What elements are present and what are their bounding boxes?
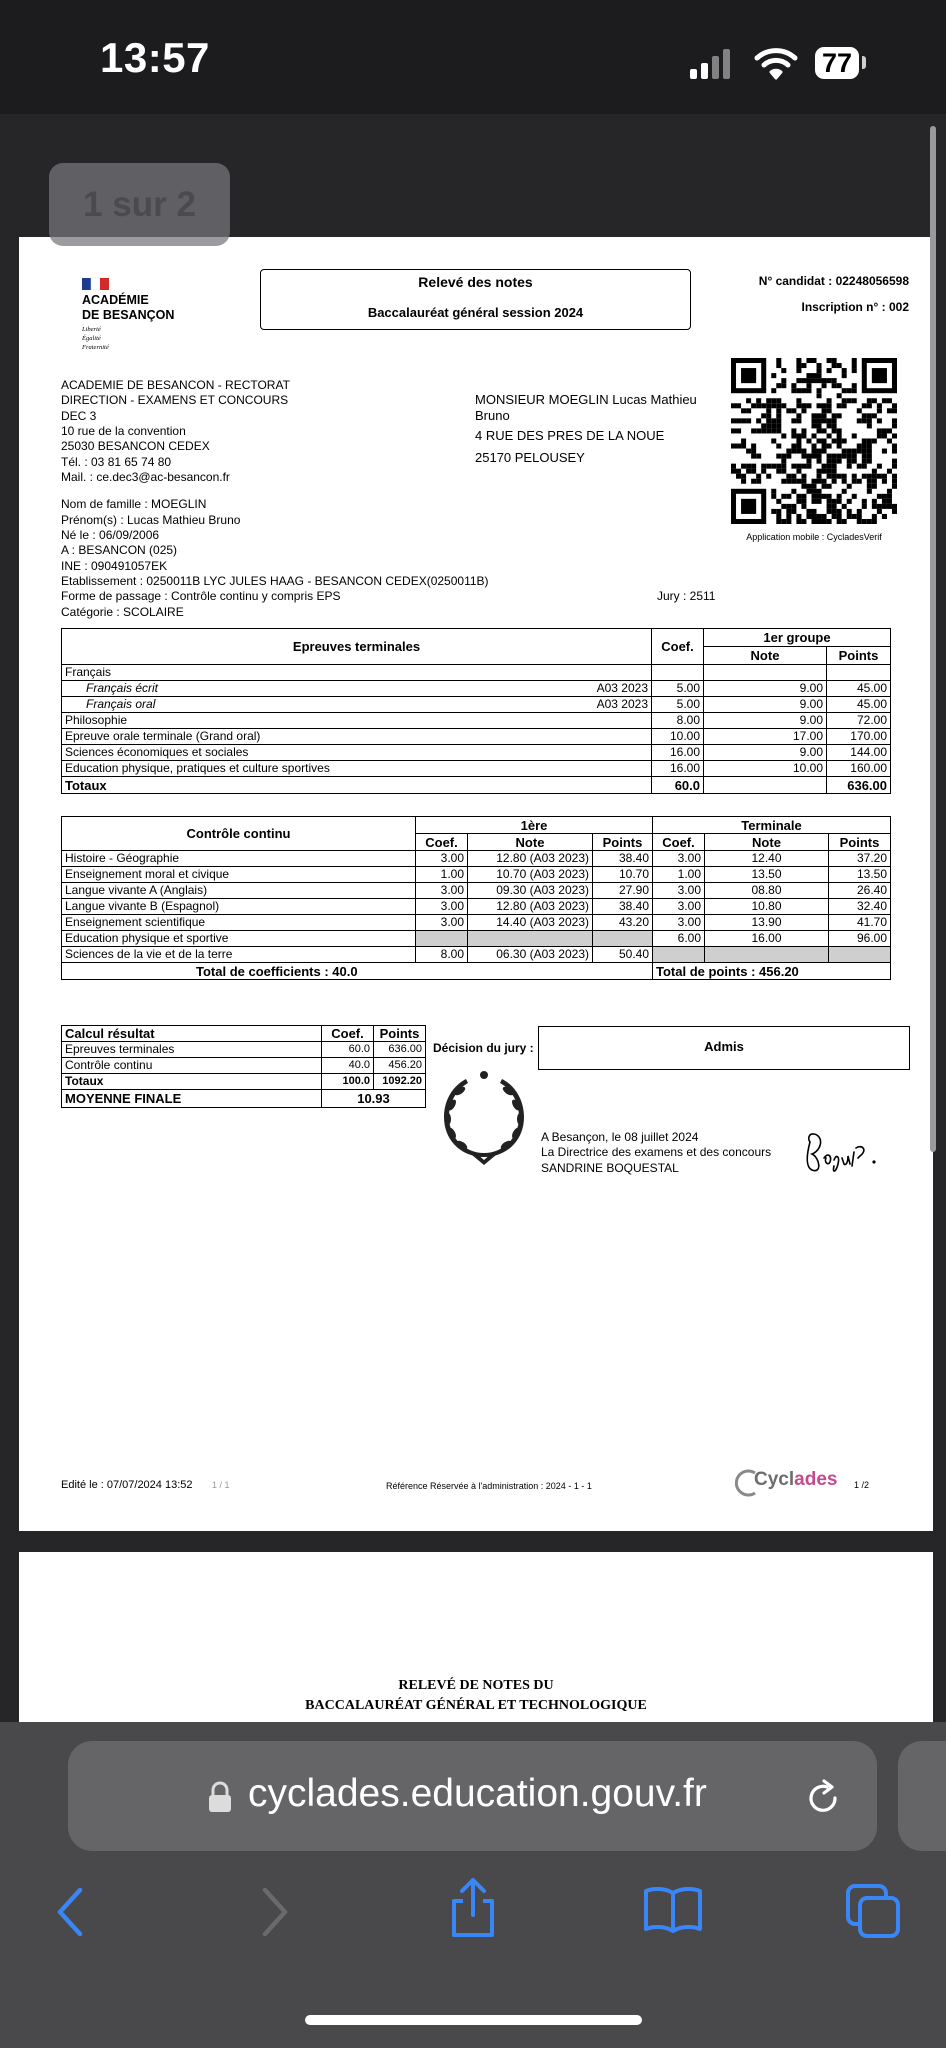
qr-caption: Application mobile : CycladesVerif [746, 532, 882, 542]
note-2-cell: 10.80 [705, 899, 829, 915]
calcul-label: Epreuves terminales [62, 1042, 322, 1058]
note-1-cell: 10.70 (A03 2023) [468, 867, 593, 883]
terminales-row [62, 713, 891, 729]
status-time: 13:57 [100, 34, 210, 81]
footer-edited: Edité le : 07/07/2024 13:52 [61, 1479, 193, 1491]
recipient-line: 25170 PELOUSEY [475, 450, 585, 465]
subject-label: Enseignement moral et civique [62, 867, 416, 883]
subject-cell [62, 761, 652, 777]
continu-row [62, 947, 891, 963]
calcul-coef-header: Coef. [322, 1026, 374, 1042]
battery-icon: 77 [815, 47, 859, 79]
continu-note1-header: Note [468, 834, 593, 851]
coef-cell: 5.00 [652, 681, 704, 697]
candidate-line: Catégorie : SCOLAIRE [61, 605, 184, 619]
continu-points2-header: Points [829, 834, 891, 851]
lock-icon [208, 1781, 232, 1813]
subject-cell [62, 665, 652, 681]
points-2-cell [829, 947, 891, 963]
subject-cell [62, 745, 652, 761]
moyenne-value: 10.93 [322, 1090, 426, 1108]
note-2-cell: 08.80 [705, 883, 829, 899]
points-cell: 160.00 [827, 761, 891, 777]
note-cell: 9.00 [704, 713, 827, 729]
candidate-line: Etablissement : 0250011B LYC JULES HAAG - BESANCON CEDEX(0250011B) [61, 574, 489, 588]
recipient-line: MONSIEUR MOEGLIN Lucas Mathieu [475, 392, 697, 407]
note-2-cell: 12.40 [705, 851, 829, 867]
subject-label: Enseignement scientifique [62, 915, 416, 931]
points-2-cell: 41.70 [829, 915, 891, 931]
calcul-coef: 100.0 [322, 1074, 374, 1090]
note-cell: 9.00 [704, 745, 827, 761]
continu-terminale-header: Terminale [653, 817, 891, 834]
brand-part-2: ades [794, 1469, 838, 1490]
points-cell [827, 665, 891, 681]
points-2-cell: 96.00 [829, 931, 891, 947]
candidate-line: Forme de passage : Contrôle continu y compris EPS [61, 589, 341, 603]
page2-title-1: RELEVÉ DE NOTES DU [398, 1678, 554, 1693]
official-seal-icon [432, 1065, 536, 1169]
subject-label: Histoire - Géographie [62, 851, 416, 867]
continu-points1-header: Points [593, 834, 653, 851]
candidate-line: Nom de famille : MOEGLIN [61, 497, 207, 511]
continu-note2-header: Note [705, 834, 829, 851]
terminales-table [61, 628, 891, 794]
note-1-cell: 12.80 (A03 2023) [468, 899, 593, 915]
subject-label: Langue vivante A (Anglais) [62, 883, 416, 899]
terminales-header: Epreuves terminales [62, 629, 652, 665]
points-cell: 72.00 [827, 713, 891, 729]
registration-number: Inscription n° : 002 [801, 300, 909, 314]
note-2-cell [705, 947, 829, 963]
coef-2-cell: 3.00 [653, 851, 705, 867]
terminales-row [62, 761, 891, 777]
note-1-cell: 06.30 (A03 2023) [468, 947, 593, 963]
subject-label: Français oral [86, 697, 156, 711]
continu-row [62, 899, 891, 915]
calcul-table [61, 1025, 426, 1108]
share-icon[interactable] [446, 1877, 500, 1939]
decision-value: Admis [704, 1039, 744, 1054]
terminales-total-coef: 60.0 [652, 777, 704, 794]
coef-1-cell: 3.00 [416, 899, 468, 915]
subject-label: Français écrit [86, 681, 159, 695]
coef-1-cell [416, 931, 468, 947]
continu-row [62, 851, 891, 867]
signature-line: A Besançon, le 08 juillet 2024 [541, 1130, 699, 1144]
jury-number: Jury : 2511 [657, 589, 716, 603]
note-1-cell [468, 931, 593, 947]
qr-pattern [731, 358, 897, 524]
subject-label: Français [65, 665, 112, 679]
qr-code [731, 358, 897, 524]
subject-label: Langue vivante B (Espagnol) [62, 899, 416, 915]
logo-line-2: DE BESANÇON [82, 308, 175, 322]
coef-2-cell: 1.00 [653, 867, 705, 883]
coef-cell: 16.00 [652, 761, 704, 777]
calcul-label: Totaux [62, 1074, 322, 1090]
terminales-total-label: Totaux [62, 777, 652, 794]
continu-total-points: Total de points : 456.20 [653, 963, 891, 980]
candidate-line: INE : 090491057EK [61, 559, 168, 573]
calcul-points-header: Points [374, 1026, 426, 1042]
forward-icon[interactable] [260, 1887, 290, 1937]
document-title: Relevé des notes [418, 274, 533, 290]
footer-reference: Référence Réservée à l'administration : 2024 - 1 - 1 [386, 1481, 592, 1491]
note-cell: 9.00 [704, 681, 827, 697]
decision-label: Décision du jury : [433, 1041, 534, 1055]
points-2-cell: 13.50 [829, 867, 891, 883]
coef-2-cell: 3.00 [653, 915, 705, 931]
cyclades-brand [754, 1469, 837, 1491]
coef-1-cell: 3.00 [416, 883, 468, 899]
points-2-cell: 37.20 [829, 851, 891, 867]
calcul-row [62, 1074, 426, 1090]
calcul-points: 1092.20 [374, 1074, 426, 1090]
continu-table [61, 816, 891, 980]
continu-row [62, 883, 891, 899]
calcul-header: Calcul résultat [62, 1026, 322, 1042]
points-1-cell: 38.40 [593, 899, 653, 915]
calcul-coef: 60.0 [322, 1042, 374, 1058]
terminales-points-header: Points [827, 647, 891, 665]
coef-1-cell: 1.00 [416, 867, 468, 883]
sender-line: Mail. : ce.dec3@ac-besancon.fr [61, 470, 230, 484]
terminales-total-points: 636.00 [827, 777, 891, 794]
coef-cell: 10.00 [652, 729, 704, 745]
next-tab-preview[interactable] [898, 1741, 946, 1851]
candidate-number: N° candidat : 02248056598 [758, 274, 909, 288]
points-cell: 45.00 [827, 681, 891, 697]
url-text[interactable]: cyclades.education.gouv.fr [248, 1772, 707, 1815]
continu-premiere-header: 1ère [416, 817, 653, 834]
logo-motto-2: Égalité [82, 335, 101, 342]
subject-label: Sciences économiques et sociales [65, 745, 249, 759]
continu-row [62, 867, 891, 883]
continu-row [62, 931, 891, 947]
sender-line: DIRECTION - EXAMENS ET CONCOURS [61, 393, 289, 407]
note-2-cell: 13.50 [705, 867, 829, 883]
terminales-coef-header: Coef. [652, 629, 704, 665]
subject-session: A03 2023 [596, 697, 648, 711]
candidate-line: Né le : 06/09/2006 [61, 528, 160, 542]
calcul-row [62, 1042, 426, 1058]
points-1-cell: 10.70 [593, 867, 653, 883]
footer-page-small: 1 / 1 [212, 1480, 230, 1490]
continu-header: Contrôle continu [62, 817, 416, 851]
subject-label: Education physique et sportive [62, 931, 416, 947]
academie-logo [62, 276, 175, 366]
terminales-row [62, 665, 891, 681]
handwritten-signature [802, 1122, 882, 1177]
note-cell: 17.00 [704, 729, 827, 745]
continu-coef1-header: Coef. [416, 834, 468, 851]
points-cell: 144.00 [827, 745, 891, 761]
page-indicator: 1 sur 2 [49, 163, 230, 246]
points-2-cell: 32.40 [829, 899, 891, 915]
note-1-cell: 12.80 (A03 2023) [468, 851, 593, 867]
tabs-icon[interactable] [845, 1883, 901, 1939]
page2-title-2: BACCALAURÉAT GÉNÉRAL ET TECHNOLOGIQUE [305, 1698, 647, 1713]
note-cell: 10.00 [704, 761, 827, 777]
calcul-coef: 40.0 [322, 1058, 374, 1074]
coef-1-cell: 3.00 [416, 915, 468, 931]
document-page-2 [19, 1552, 933, 1722]
sender-line: ACADEMIE DE BESANCON - RECTORAT [61, 378, 290, 392]
brand-part-1: Cycl [754, 1469, 795, 1490]
note-1-cell: 14.40 (A03 2023) [468, 915, 593, 931]
logo-line-1: ACADÉMIE [82, 293, 149, 307]
note-cell: 9.00 [704, 697, 827, 713]
points-cell: 170.00 [827, 729, 891, 745]
recipient-line: Bruno [475, 408, 510, 423]
calcul-row [62, 1058, 426, 1074]
document-page-1 [19, 237, 933, 1531]
subject-label: Philosophie [65, 713, 128, 727]
terminales-total-empty [704, 777, 827, 794]
document-subtitle: Baccalauréat général session 2024 [367, 305, 584, 320]
subject-cell [62, 713, 652, 729]
points-1-cell: 50.40 [593, 947, 653, 963]
calcul-label: Contrôle continu [62, 1058, 322, 1074]
note-1-cell: 09.30 (A03 2023) [468, 883, 593, 899]
sender-line: DEC 3 [61, 409, 97, 423]
marianne-flag-icon [82, 276, 112, 292]
battery-tip [862, 56, 866, 69]
scroll-indicator[interactable] [930, 126, 936, 1152]
coef-1-cell: 3.00 [416, 851, 468, 867]
subject-label: Epreuve orale terminale (Grand oral) [65, 729, 261, 743]
candidate-line: A : BESANCON (025) [61, 543, 178, 557]
calcul-points: 636.00 [374, 1042, 426, 1058]
home-indicator[interactable] [305, 2015, 642, 2025]
note-2-cell: 13.90 [705, 915, 829, 931]
coef-cell [652, 665, 704, 681]
subject-session: A03 2023 [596, 681, 648, 695]
back-icon[interactable] [55, 1887, 85, 1937]
recipient-line: 4 RUE DES PRES DE LA NOUE [475, 428, 665, 443]
subject-label: Education physique, pratiques et culture sportives [65, 761, 330, 775]
terminales-row [62, 745, 891, 761]
logo-motto-3: Fraternité [82, 344, 109, 351]
subject-cell [62, 697, 652, 713]
points-1-cell [593, 931, 653, 947]
points-cell: 45.00 [827, 697, 891, 713]
subject-label: Sciences de la vie et de la terre [62, 947, 416, 963]
coef-1-cell: 8.00 [416, 947, 468, 963]
terminales-row [62, 697, 891, 713]
points-1-cell: 27.90 [593, 883, 653, 899]
subject-cell [62, 681, 652, 697]
coef-cell: 5.00 [652, 697, 704, 713]
note-cell [704, 665, 827, 681]
sender-line: 10 rue de la convention [61, 424, 186, 438]
terminales-row [62, 729, 891, 745]
signature-line: SANDRINE BOQUESTAL [541, 1161, 679, 1175]
sender-line: 25030 BESANCON CEDEX [61, 439, 210, 453]
points-1-cell: 43.20 [593, 915, 653, 931]
points-2-cell: 26.40 [829, 883, 891, 899]
terminales-group-header: 1er groupe [704, 629, 891, 647]
coef-cell: 16.00 [652, 745, 704, 761]
continu-coef2-header: Coef. [653, 834, 705, 851]
coef-2-cell [653, 947, 705, 963]
signature-line: La Directrice des examens et des concours [541, 1145, 772, 1159]
terminales-row [62, 681, 891, 697]
note-2-cell: 16.00 [705, 931, 829, 947]
terminales-note-header: Note [704, 647, 827, 665]
logo-motto-1: Liberté [82, 326, 101, 333]
sender-line: Tél. : 03 81 65 74 80 [61, 455, 172, 469]
coef-2-cell: 6.00 [653, 931, 705, 947]
coef-2-cell: 3.00 [653, 883, 705, 899]
calcul-points: 456.20 [374, 1058, 426, 1074]
cellular-signal-icon [690, 47, 734, 79]
subject-cell [62, 729, 652, 745]
reload-icon[interactable] [805, 1779, 843, 1817]
continu-total-coef: Total de coefficients : 40.0 [62, 963, 653, 980]
points-1-cell: 38.40 [593, 851, 653, 867]
continu-row [62, 915, 891, 931]
bookmarks-icon[interactable] [643, 1885, 703, 1933]
coef-cell: 8.00 [652, 713, 704, 729]
candidate-line: Prénom(s) : Lucas Mathieu Bruno [61, 513, 241, 527]
coef-2-cell: 3.00 [653, 899, 705, 915]
footer-page-number: 1 /2 [854, 1480, 870, 1490]
moyenne-label: MOYENNE FINALE [62, 1090, 322, 1108]
wifi-icon [754, 46, 798, 80]
